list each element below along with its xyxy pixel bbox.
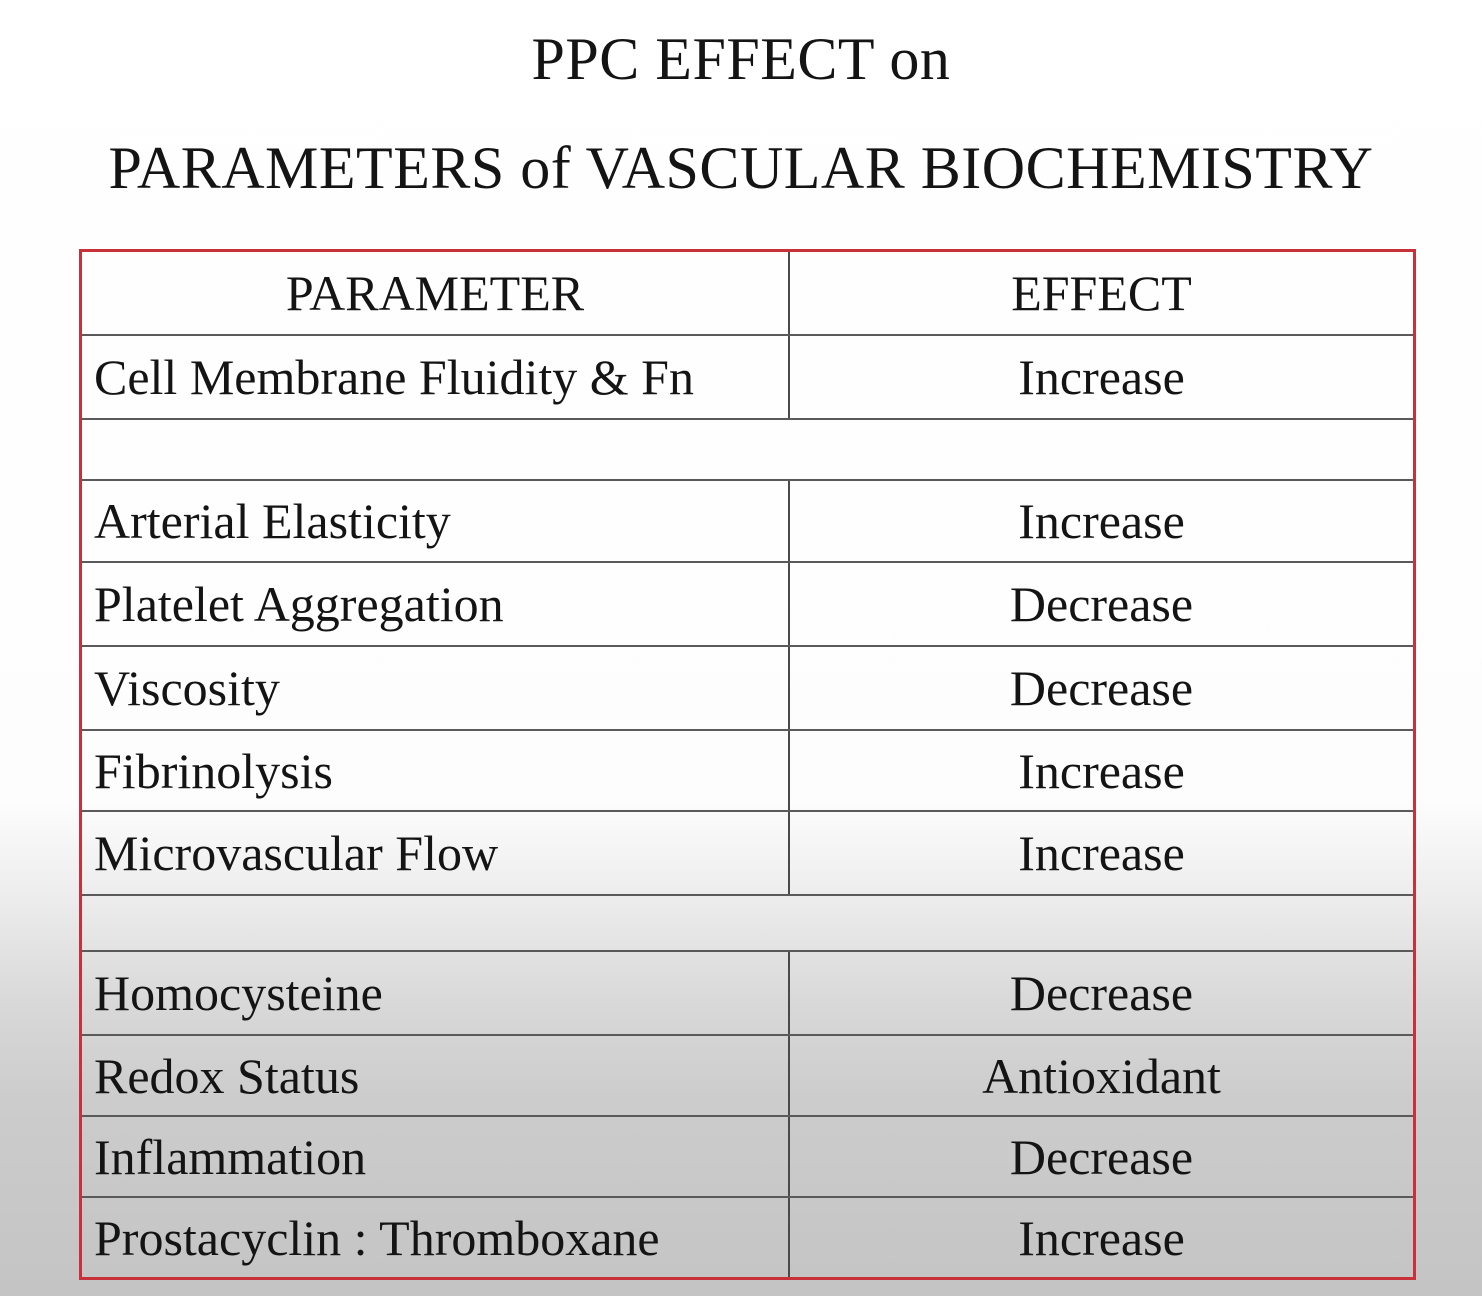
- effect-cell: Decrease: [788, 563, 1413, 645]
- table-row: [82, 481, 1413, 563]
- table-row: [82, 812, 1413, 896]
- table-row: [82, 731, 1413, 812]
- effect-cell: Increase: [788, 336, 1413, 418]
- parameter-cell: Prostacyclin : Thromboxane: [94, 1209, 660, 1266]
- parameter-cell: Arterial Elasticity: [94, 493, 451, 549]
- table-row: [82, 952, 1413, 1036]
- effect-cell: Decrease: [788, 1117, 1413, 1196]
- parameter-cell: Fibrinolysis: [94, 742, 333, 799]
- table-spacer-row: [82, 420, 1413, 481]
- parameter-cell: Microvascular Flow: [94, 825, 499, 881]
- parameter-cell: Platelet Aggregation: [94, 576, 504, 632]
- effect-cell: Increase: [788, 481, 1413, 561]
- effect-cell: Decrease: [788, 647, 1413, 729]
- header-parameter: PARAMETER: [285, 265, 585, 321]
- effect-cell: Increase: [788, 1198, 1413, 1277]
- table-spacer-row: [82, 896, 1413, 952]
- parameter-cell: Redox Status: [94, 1047, 360, 1104]
- effects-table: [79, 249, 1416, 1280]
- parameter-cell: Cell Membrane Fluidity & Fn: [94, 349, 694, 405]
- table-row: [82, 1198, 1413, 1277]
- table-header-row: [82, 252, 1413, 336]
- table-row: [82, 1117, 1413, 1198]
- effect-cell: Increase: [788, 812, 1413, 894]
- table-row: [82, 1036, 1413, 1117]
- table-row: [82, 563, 1413, 647]
- effect-cell: Increase: [788, 731, 1413, 810]
- effect-cell: Decrease: [788, 952, 1413, 1034]
- slide-title-line-1: PPC EFFECT on: [531, 26, 951, 92]
- slide-title-line-2: PARAMETERS of VASCULAR BIOCHEMISTRY: [108, 135, 1374, 201]
- header-effect: EFFECT: [788, 252, 1413, 334]
- effect-cell: Antioxidant: [788, 1036, 1413, 1115]
- parameter-cell: Inflammation: [94, 1128, 367, 1185]
- parameter-cell: Viscosity: [94, 660, 280, 716]
- table-row: [82, 336, 1413, 420]
- table-row: [82, 647, 1413, 731]
- parameter-cell: Homocysteine: [94, 965, 383, 1021]
